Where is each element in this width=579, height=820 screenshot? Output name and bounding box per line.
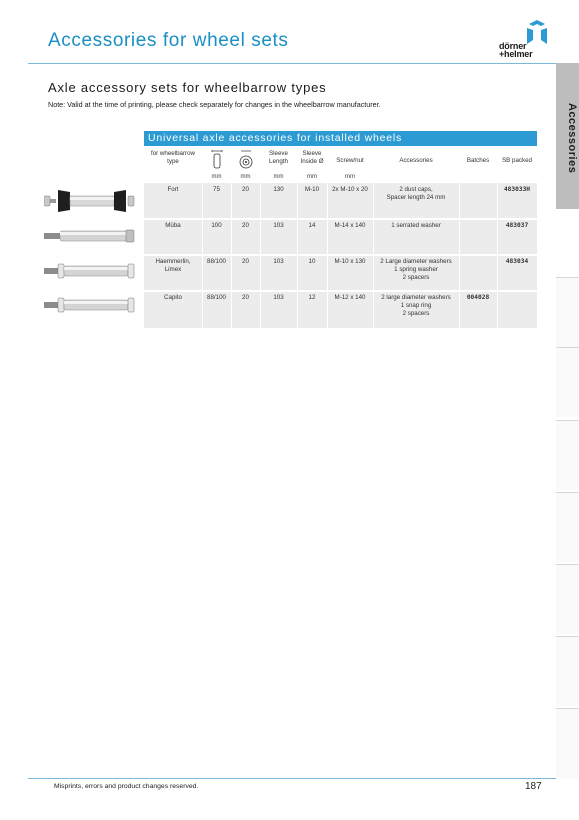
cell-type-line: Capito [164, 294, 182, 301]
cell-sb-packed: 483037 [505, 222, 529, 229]
unit-label: mm [211, 174, 222, 180]
header-sleeve-inside-line1: Sleeve [302, 150, 322, 157]
header-sb-packed: SB packed [502, 157, 532, 164]
cell-d2: 20 [242, 258, 249, 265]
cell-type-line: Limex [164, 266, 182, 273]
cell-d1: 75 [213, 186, 220, 193]
side-tab[interactable] [556, 347, 579, 417]
row-separator [144, 254, 537, 256]
cell-accessories [373, 258, 459, 282]
header-sleeve-length-line1: Sleeve [269, 150, 288, 157]
cell-type [144, 258, 202, 274]
header-type-line1: for wheelbarrow [150, 150, 196, 157]
row-separator [144, 218, 537, 220]
side-tab[interactable] [556, 492, 579, 562]
header-axle-diameter-icon [231, 150, 260, 173]
unit-label: mm [307, 174, 317, 180]
header-divider [28, 63, 556, 64]
axle-diameter-icon [238, 150, 254, 170]
cell-type [144, 222, 202, 230]
cell-sb-packed: 483034 [505, 258, 529, 265]
cell-screw: M-10 x 130 [334, 258, 366, 265]
cell-d1: 88/100 [207, 258, 226, 265]
section-note: Note: Valid at the time of printing, please check separately for changes in the wheelbarrow manufacturer. [48, 100, 381, 109]
logo-line-2: +helmer [499, 49, 533, 59]
side-tab[interactable] [556, 277, 579, 347]
product-photo-haemmerlin [44, 262, 138, 280]
cell-screw: M-14 x 140 [334, 222, 366, 229]
unit-label: mm [240, 174, 251, 180]
row-separator [144, 182, 537, 183]
page-title: Accessories for wheel sets [48, 30, 289, 51]
logo-wordmark [499, 42, 532, 58]
cell-sb-packed: 483033H [503, 186, 531, 193]
footer-note: Misprints, errors and product changes reserved. [54, 783, 199, 790]
cell-screw: M-12 x 140 [334, 294, 366, 301]
side-tab-accessories[interactable] [556, 63, 579, 209]
cell-d1: 100 [211, 222, 222, 229]
side-tab[interactable] [556, 420, 579, 490]
cell-accessories [373, 222, 459, 230]
cell-length: 130 [273, 186, 284, 193]
side-tab[interactable] [556, 636, 579, 706]
cell-batches: 004028 [466, 294, 490, 301]
cell-screw: 2x M-10 x 20 [332, 186, 368, 193]
header-batches: Batches [466, 157, 490, 164]
product-photo-capito [44, 296, 138, 314]
side-tab[interactable] [556, 708, 579, 778]
cell-d2: 20 [242, 294, 249, 301]
accessory-line: 2 large diameter washers [381, 294, 451, 301]
accessory-line: 1 spring washer [394, 266, 438, 273]
cell-type-line: Haemmerlin, [155, 258, 191, 265]
cell-d2: 20 [242, 222, 249, 229]
header-hub-width-icon [202, 150, 231, 173]
accessory-line: Spacer length 24 mm [386, 194, 446, 201]
table-banner: Universal axle accessories for installed wheels [144, 131, 537, 146]
cell-inside: M-10 [304, 186, 320, 193]
header-sleeve-length-line2: Length [269, 158, 288, 165]
header-screw-nut: Screw/nut [336, 157, 364, 164]
page-number: 187 [525, 781, 542, 792]
product-photo-fort [44, 186, 136, 216]
side-tab-label: Accessories [566, 103, 578, 174]
cell-length: 103 [273, 294, 284, 301]
row-separator [144, 290, 537, 292]
section-heading: Axle accessory sets for wheelbarrow types [48, 80, 327, 95]
unit-label: mm [345, 174, 355, 180]
cell-length: 103 [273, 222, 284, 229]
side-tab-strip [556, 63, 579, 783]
hub-width-icon [210, 150, 224, 170]
footer-divider [28, 778, 556, 779]
cell-d2: 20 [242, 186, 249, 193]
cell-type-line: Müba [165, 222, 181, 229]
cell-inside: 10 [308, 258, 316, 265]
accessory-line: 2 spacers [402, 310, 430, 317]
cell-type [144, 186, 202, 194]
cell-accessories [373, 294, 459, 318]
accessory-line: 1 serrated washer [391, 222, 441, 229]
header-sleeve-inside-line2: Inside Ø [300, 158, 324, 165]
brand-logo [499, 20, 551, 60]
cell-type [144, 294, 202, 302]
header-type-line2: type [167, 158, 179, 165]
accessory-line: 1 snap ring [400, 302, 432, 309]
header-sleeve-length [260, 150, 297, 166]
side-tab[interactable] [556, 564, 579, 634]
cell-length: 103 [273, 258, 284, 265]
header-sleeve-inside [297, 150, 327, 166]
header-wheelbarrow-type [144, 150, 202, 166]
cell-inside: 12 [308, 294, 316, 301]
cell-type-line: Fort [167, 186, 179, 193]
accessory-line: 2 spacers [402, 274, 430, 281]
header-accessories: Accessories [399, 157, 433, 164]
logo-line-1: dörner [499, 41, 527, 51]
cell-d1: 88/100 [207, 294, 226, 301]
accessory-line: 2 dust caps, [399, 186, 433, 193]
product-photo-mueba [44, 228, 136, 244]
cell-inside: 14 [308, 222, 316, 229]
unit-label: mm [273, 174, 284, 180]
cell-accessories [373, 186, 459, 202]
accessory-line: 2 Large diameter washers [380, 258, 452, 265]
